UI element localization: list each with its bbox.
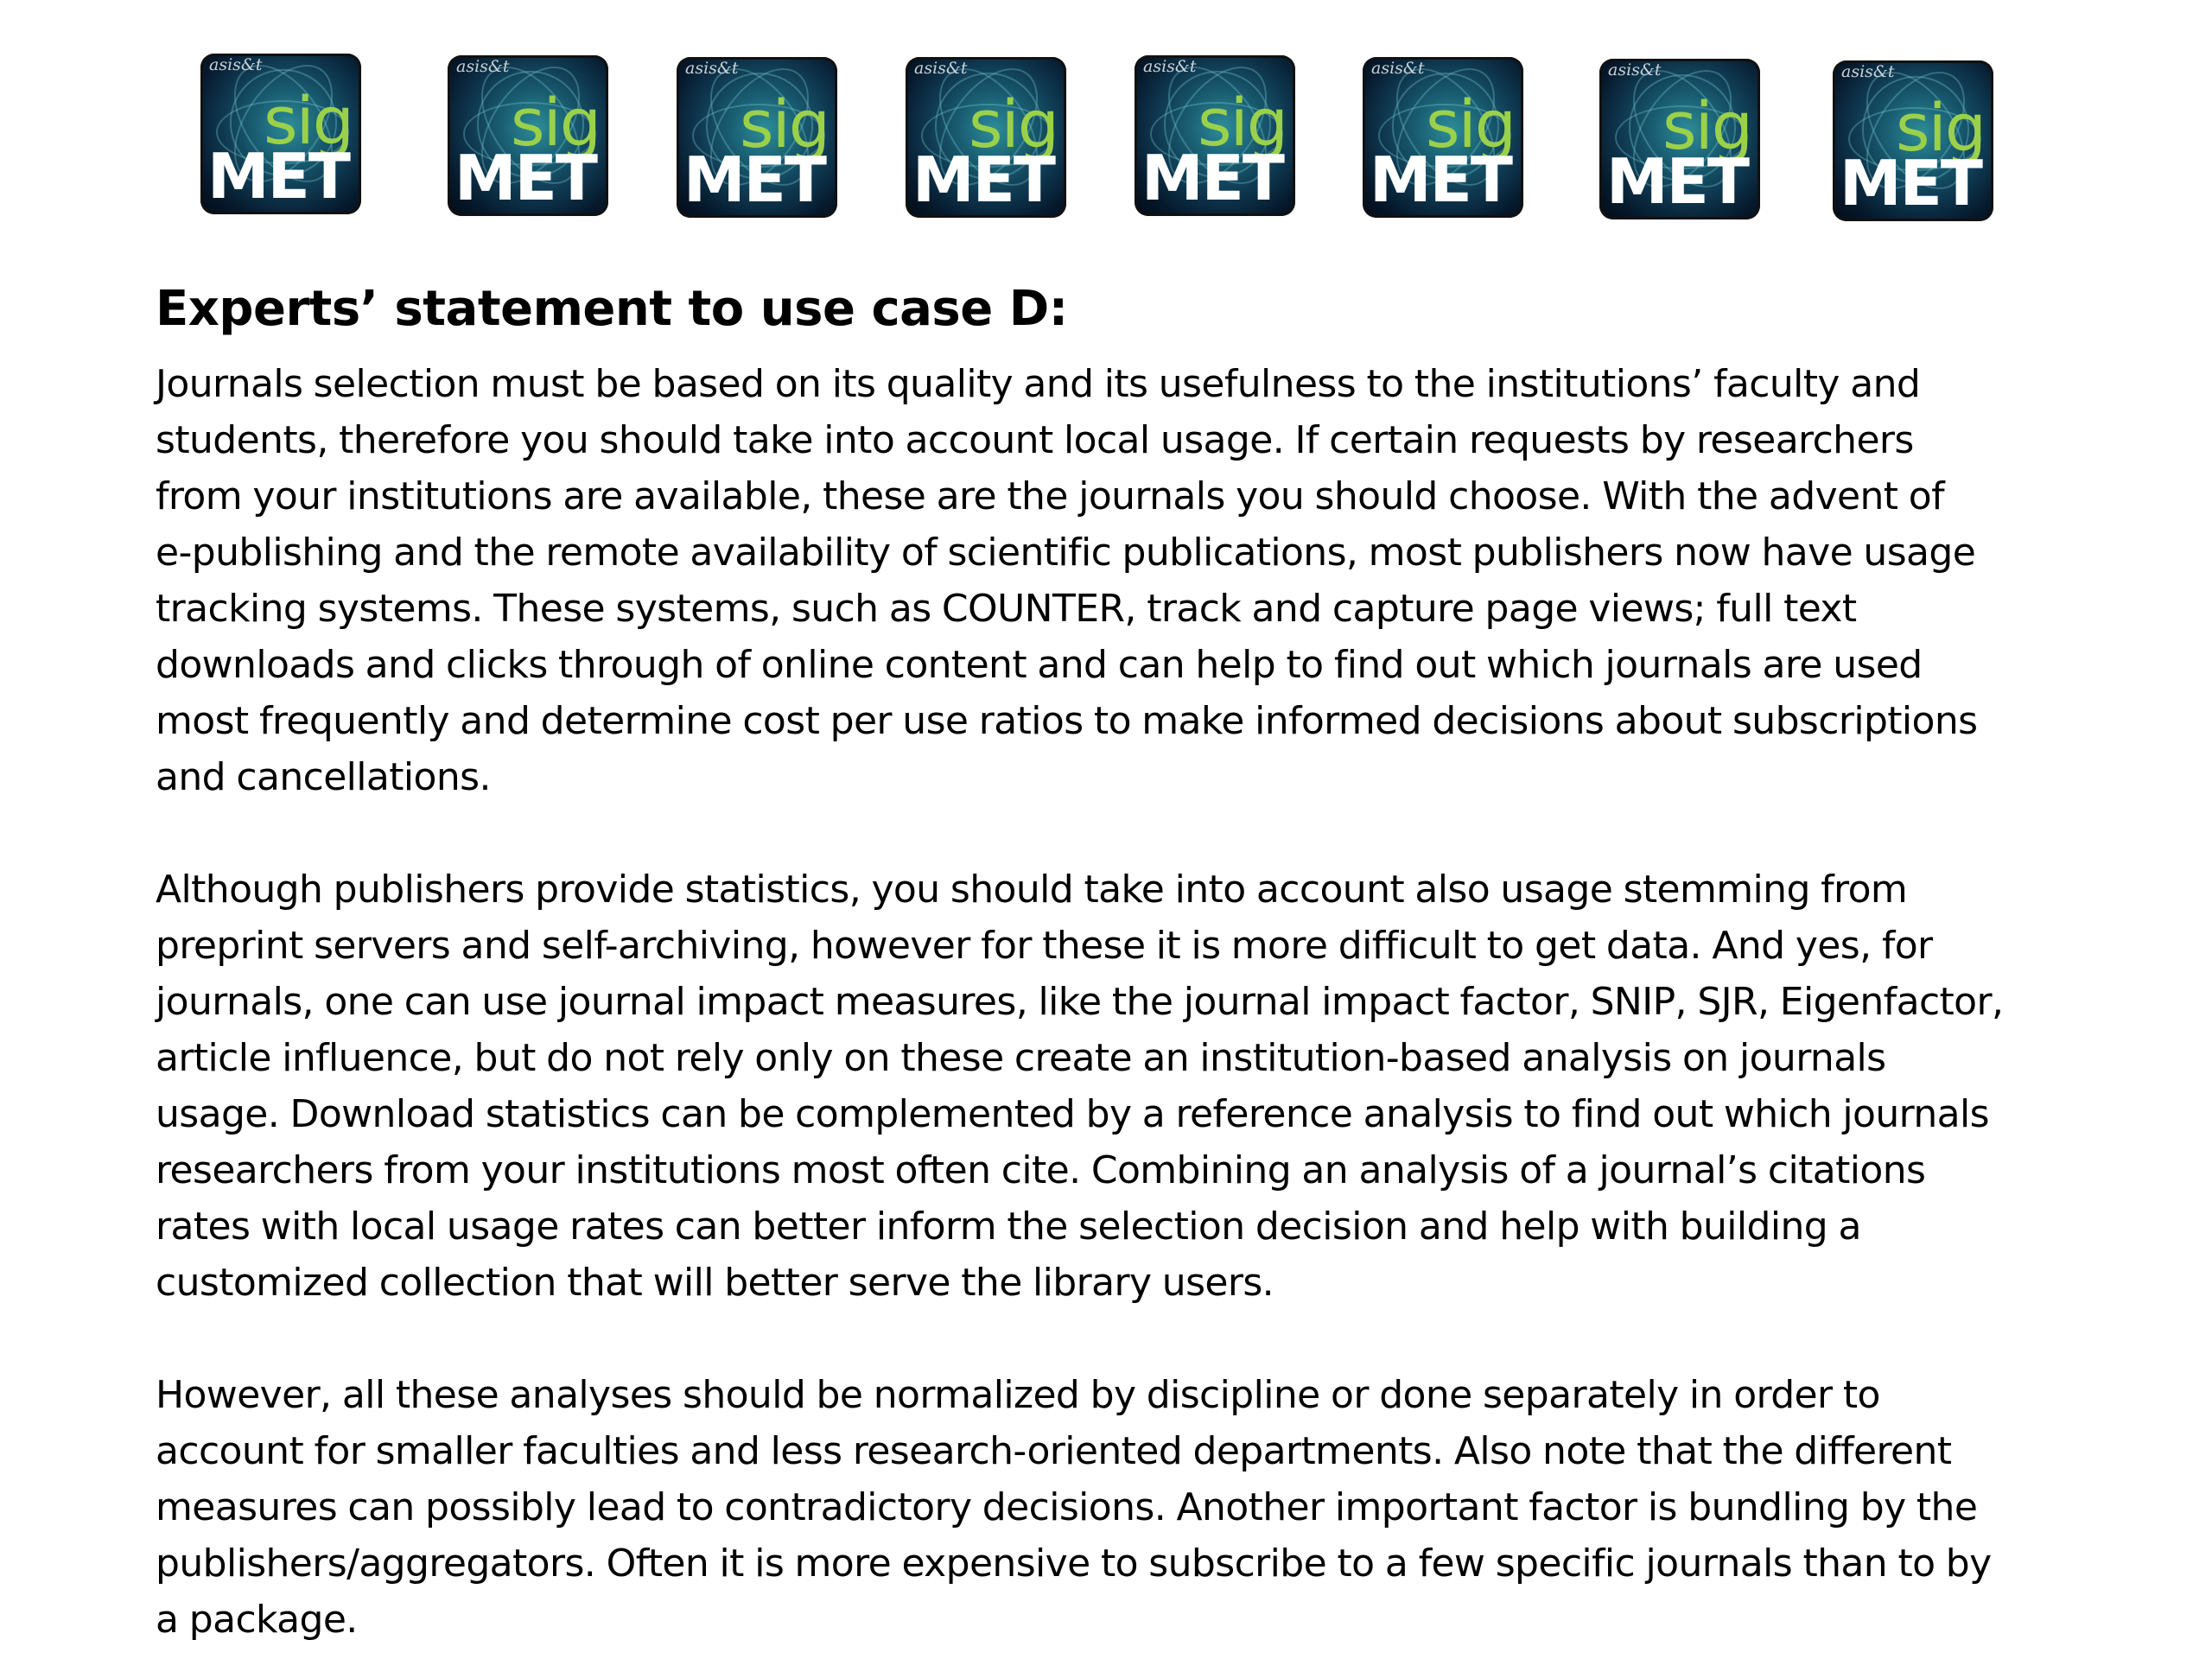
sigmet-logo [448, 55, 608, 216]
paragraph-line: publishers/aggregators. Often it is more expensive to subscribe to a few specific journals than to by [156, 1541, 1992, 1586]
paragraph-line: tracking systems. These systems, such as COUNTER, track and capture page views; full text [156, 587, 1857, 631]
paragraph-line: e-publishing and the remote availability of scientific publications, most publishers now have usage [156, 531, 1976, 575]
paragraph-1 [156, 356, 2091, 805]
logo-sig-text: sig [511, 84, 600, 161]
sigmet-logo [1135, 55, 1295, 216]
logo-met-text: MET [1141, 142, 1283, 214]
logo-met-text: MET [1840, 147, 1981, 219]
paragraph-2 [156, 861, 2091, 1311]
logo-org-text: asis&t [914, 59, 968, 78]
logo-row [0, 54, 2212, 226]
paragraph-line: article influence, but do not rely only on these create an institution-based analysis on journals [156, 1036, 1886, 1080]
paragraph-line: Although publishers provide statistics, you should take into account also usage stemming from [156, 868, 1908, 912]
sigmet-logo [1833, 60, 1993, 221]
logo-org-text: asis&t [1143, 57, 1197, 76]
logo-org-text: asis&t [1841, 62, 1895, 81]
sigmet-logo [200, 54, 361, 214]
paragraph-line: journals, one can use journal impact measures, like the journal impact factor, SNIP, SJR, Eigenfactor, [156, 980, 2004, 1024]
logo-met-text: MET [1606, 145, 1748, 218]
paragraph-line: usage. Download statistics can be complemented by a reference analysis to find out which journals [156, 1092, 1989, 1136]
slide-heading: Experts’ statement to use case D: [156, 281, 1068, 337]
paragraph-line: rates with local usage rates can better inform the selection decision and help with building a [156, 1205, 1861, 1249]
logo-sig-text: sig [1426, 86, 1515, 162]
logo-org-text: asis&t [1608, 60, 1662, 79]
paragraph-line: a package. [156, 1598, 358, 1642]
paragraph-line: account for smaller faculties and less research-oriented departments. Also note that the different [156, 1429, 1952, 1473]
paragraph-line: from your institutions are available, these are the journals you should choose. With the advent of [156, 474, 1945, 518]
sigmet-logo [1363, 57, 1523, 218]
logo-met-text: MET [912, 143, 1054, 216]
logo-sig-text: sig [1198, 84, 1287, 161]
logo-sig-text: sig [969, 86, 1058, 162]
paragraph-line: downloads and clicks through of online content and can help to find out which journals are used [156, 643, 1923, 687]
paragraph-3 [156, 1367, 2091, 1648]
logo-met-text: MET [454, 142, 596, 214]
logo-org-text: asis&t [456, 57, 510, 76]
sigmet-logo [1599, 59, 1760, 219]
sigmet-logo [906, 57, 1066, 218]
paragraph-line: Journals selection must be based on its quality and its usefulness to the institutions’ faculty and [156, 362, 1921, 406]
logo-met-text: MET [207, 140, 349, 213]
logo-sig-text: sig [1896, 89, 1985, 166]
paragraph-line: most frequently and determine cost per use ratios to make informed decisions about subscriptions [156, 699, 1978, 743]
slide-content [156, 275, 2091, 1648]
paragraph-line: measures can possibly lead to contradictory decisions. Another important factor is bundling by the [156, 1485, 1978, 1529]
paragraph-line: customized collection that will better serve the library users. [156, 1261, 1274, 1305]
paragraph-line: However, all these analyses should be normalized by discipline or done separately in order to [156, 1373, 1880, 1417]
logo-org-text: asis&t [209, 55, 263, 74]
paragraph-line: and cancellations. [156, 755, 491, 799]
logo-sig-text: sig [1662, 87, 1751, 164]
paragraph-line: preprint servers and self-archiving, however for these it is more difficult to get data. And yes, for [156, 924, 1933, 968]
paragraph-line: students, therefore you should take into account local usage. If certain requests by researchers [156, 418, 1914, 462]
logo-org-text: asis&t [685, 59, 739, 78]
logo-sig-text: sig [264, 82, 353, 159]
logo-org-text: asis&t [1371, 59, 1425, 78]
sigmet-logo [677, 57, 837, 218]
paragraph-line: researchers from your institutions most often cite. Combining an analysis of a journal’s citations [156, 1148, 1926, 1192]
logo-met-text: MET [1370, 143, 1511, 216]
logo-sig-text: sig [740, 86, 829, 162]
logo-met-text: MET [683, 143, 825, 216]
